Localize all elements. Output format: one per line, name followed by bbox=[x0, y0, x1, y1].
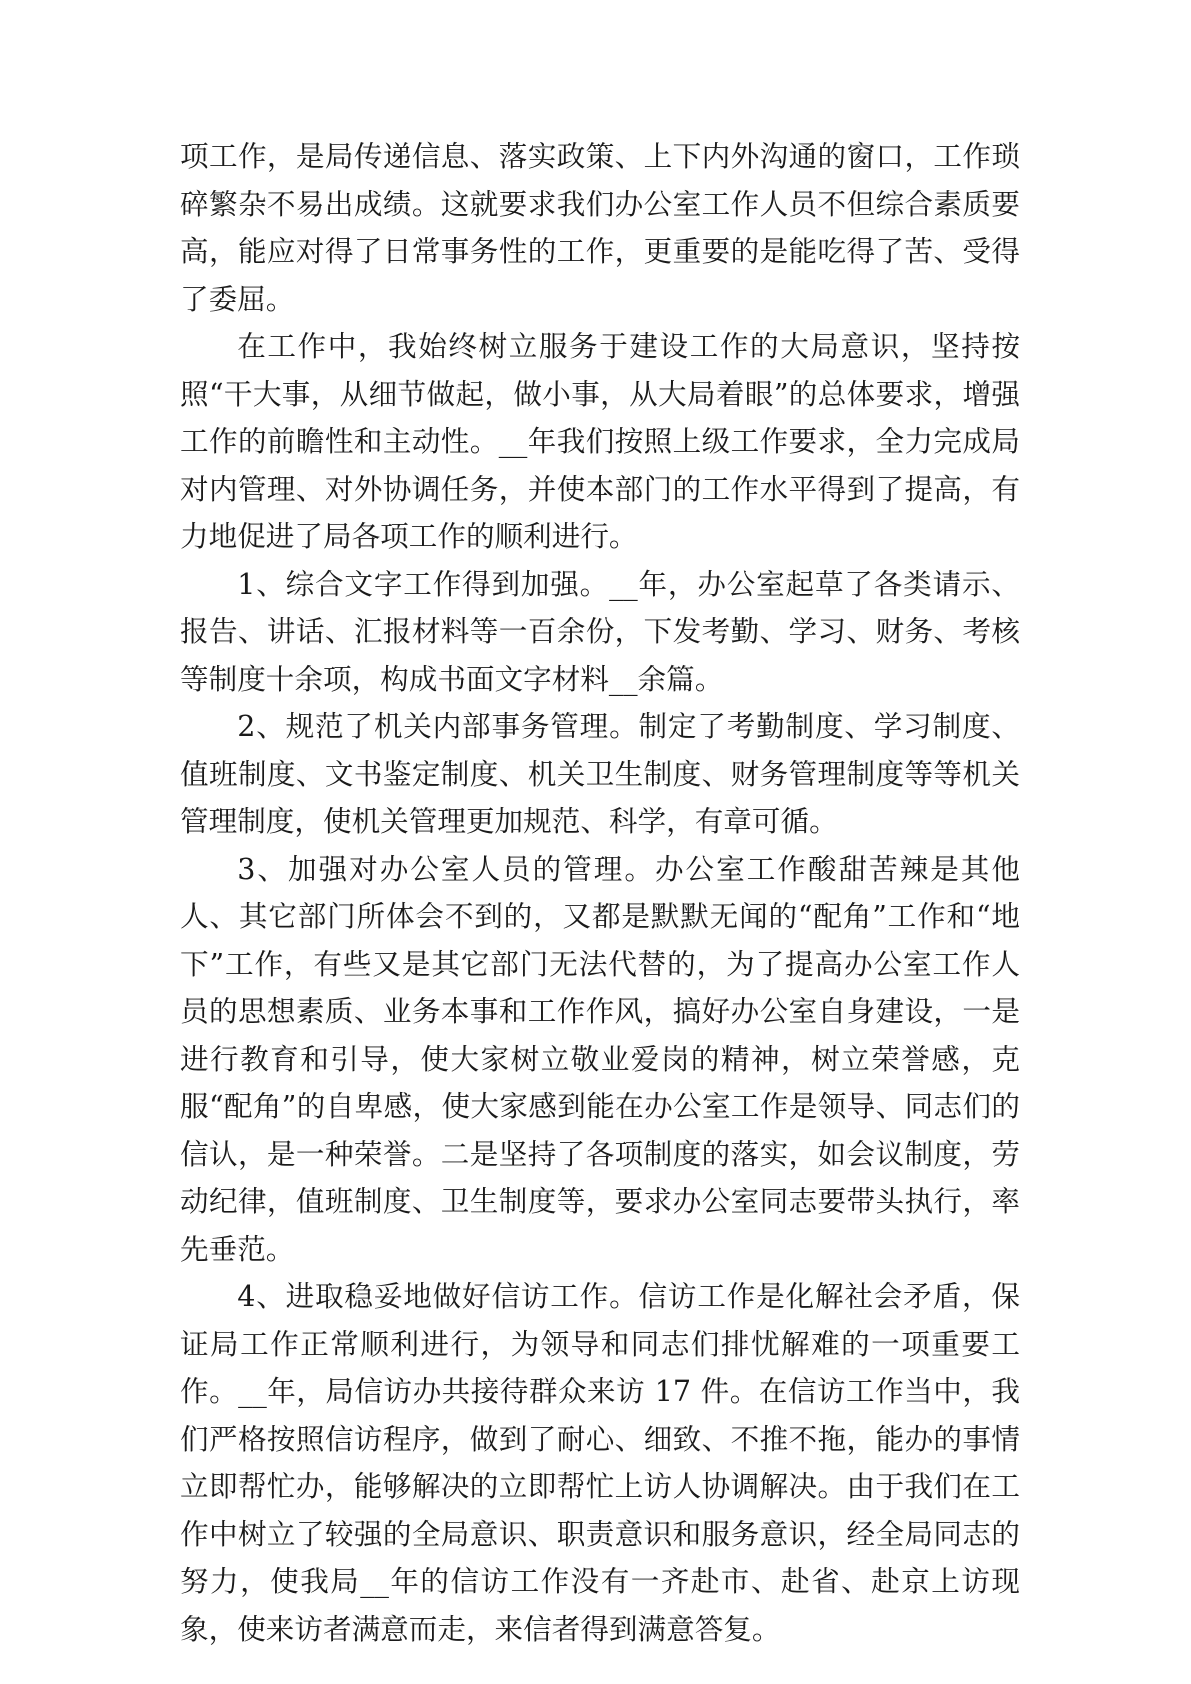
paragraph-item-1-writing: 1、综合文字工作得到加强。__年，办公室起草了各类请示、报告、讲话、汇报材料等一百余份，下发考勤、学习、财务、考核等制度十余项，构成书面文字材料__余篇。 bbox=[180, 566, 1020, 696]
paragraph-overall-awareness: 在工作中，我始终树立服务于建设工作的大局意识，坚持按照“干大事，从细节做起，做小事，从大局着眼”的总体要求，增强工作的前瞻性和主动性。__年我们按照上级工作要求，全力完成局对内管理、对外协调任务，并使本部门的工作水平得到了提高，有力地促进了局各项工作的顺利进行。 bbox=[180, 329, 1020, 553]
paragraph-item-4-petitions: 4、进取稳妥地做好信访工作。信访工作是化解社会矛盾，保证局工作正常顺利进行，为领导和同志们排忧解难的一项重要工作。__年，局信访办共接待群众来访 17 件。在信访工作当中，我们严格按照信访程序，做到了耐心、细致、不推不拖，能办的事情立即帮忙办，能够解决的立即帮忙上访人协调解决。由于我们在工作中树立了较强的全局意识、职责意识和服务意识，经全局同志的努力，使我局__年的信访工作没有一齐赴市、赴省、赴京上访现象，使来访者满意而走，来信者得到满意答复。 bbox=[180, 1279, 1020, 1646]
paragraph-item-2-management: 2、规范了机关内部事务管理。制定了考勤制度、学习制度、值班制度、文书鉴定制度、机关卫生制度、财务管理制度等等机关管理制度，使机关管理更加规范、科学，有章可循。 bbox=[180, 709, 1020, 838]
paragraph-item-3-staff: 3、加强对办公室人员的管理。办公室工作酸甜苦辣是其他人、其它部门所体会不到的，又都是默默无闻的“配角”工作和“地下”工作，有些又是其它部门无法代替的，为了提高办公室工作人员的思想素质、业务本事和工作作风，搞好办公室自身建设，一是进行教育和引导，使大家树立敬业爱岗的精神，树立荣誉感，克服“配角”的自卑感，使大家感到能在办公室工作是领导、同志们的信认，是一种荣誉。二是坚持了各项制度的落实，如会议制度，劳动纪律，值班制度、卫生制度等，要求办公室同志要带头执行，率先垂范。 bbox=[180, 851, 1020, 1266]
paragraph-continuation: 项工作，是局传递信息、落实政策、上下内外沟通的窗口，工作琐碎繁杂不易出成绩。这就要求我们办公室工作人员不但综合素质要高，能应对得了日常事务性的工作，更重要的是能吃得了苦、受得了委屈。 bbox=[180, 139, 1020, 316]
document-body bbox=[180, 133, 1020, 1653]
